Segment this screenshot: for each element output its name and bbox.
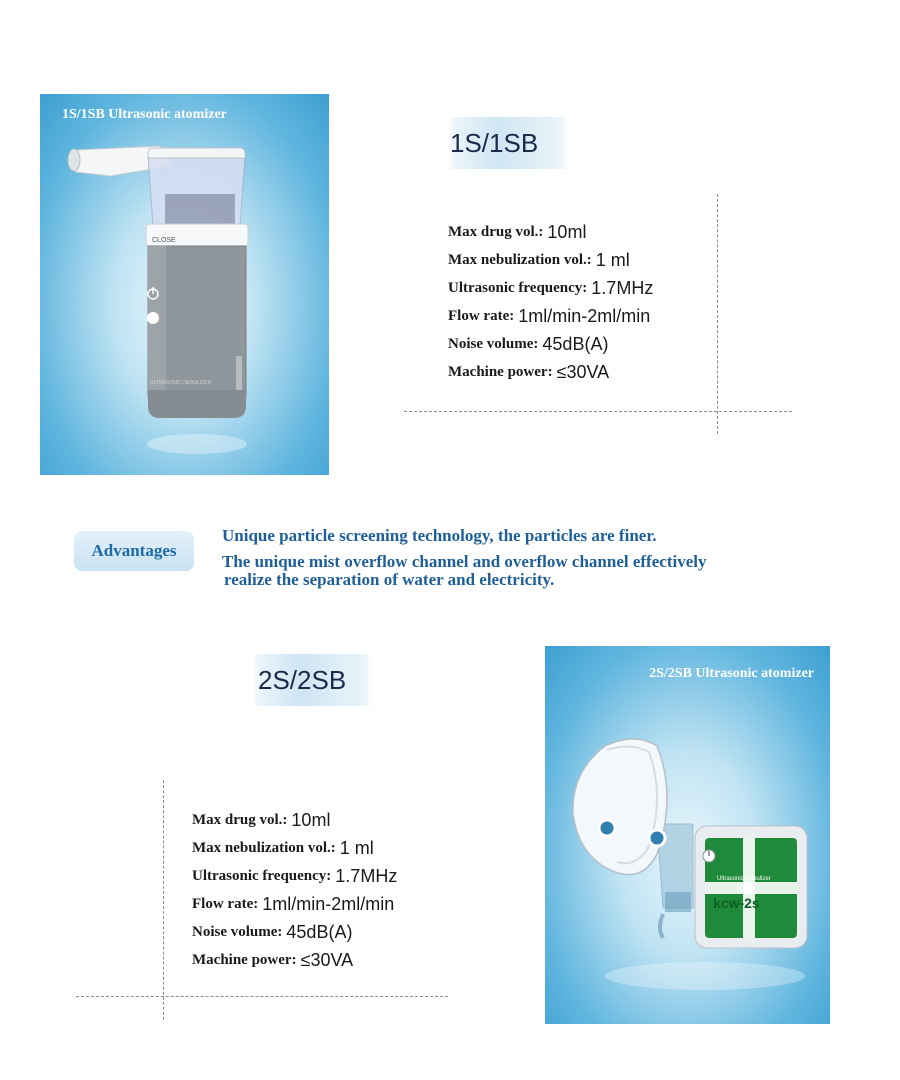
spec-row [448, 358, 653, 386]
advantage-line: The unique mist overflow channel and overflow channel effectively [222, 552, 707, 571]
spec-value: ≤30VA [556, 361, 610, 382]
spec-row [192, 862, 397, 890]
product1-image-panel [40, 94, 329, 475]
device-small-label: Ultrasonic Nebulizer [717, 876, 771, 882]
product1-model-name: 1S/1SB [450, 127, 539, 158]
product2-image-panel [545, 646, 830, 1024]
spec-value: 45dB(A) [542, 333, 609, 354]
spec-value: ≤30VA [300, 949, 354, 970]
spec-label: Max drug vol.: [448, 223, 544, 240]
spec-value: 10ml [291, 809, 331, 830]
spec-row [192, 806, 397, 834]
product2-model-heading [252, 654, 374, 706]
dashed-guide-vertical [163, 780, 164, 1020]
power-button-shape [147, 312, 159, 324]
spec-value: 1.7MHz [335, 865, 398, 886]
spec-row [192, 918, 397, 946]
spec-value: 1ml/min-2ml/min [262, 893, 395, 914]
handheld-nebulizer-illustration [40, 94, 329, 475]
spec-label: Machine power: [192, 951, 297, 968]
spec-label: Flow rate: [192, 895, 259, 912]
dashed-guide-horizontal [404, 411, 792, 412]
spec-label: Ultrasonic frequency: [192, 867, 332, 884]
spec-label: Flow rate: [448, 307, 515, 324]
device-brand-label: kcw-2s [713, 895, 760, 911]
spec-label: Noise volume: [192, 923, 283, 940]
spec-row [448, 330, 653, 358]
spec-label: Machine power: [448, 363, 553, 380]
mask-valve-right [649, 830, 665, 846]
product1-spec-list [448, 218, 653, 386]
advantage-line: realize the separation of water and electricity. [224, 570, 555, 589]
product2-panel-title: 2S/2SB Ultrasonic atomizer [649, 666, 814, 681]
spec-label: Max drug vol.: [192, 811, 288, 828]
spec-row [448, 218, 653, 246]
spec-row [448, 302, 653, 330]
product1-panel-title: 1S/1SB Ultrasonic atomizer [62, 107, 227, 122]
dashed-guide-horizontal [76, 996, 448, 997]
dashed-guide-vertical [717, 194, 718, 434]
spec-label: Max nebulization vol.: [192, 839, 336, 856]
advantages-badge: Advantages [74, 531, 194, 571]
spec-row [192, 834, 397, 862]
spec-row [192, 890, 397, 918]
mask-valve-left [599, 820, 615, 836]
spec-row [192, 946, 397, 974]
product2-spec-list [192, 806, 397, 974]
product2-model-name: 2S/2SB [258, 664, 347, 695]
spec-label: Noise volume: [448, 335, 539, 352]
advantage-line: Unique particle screening technology, the particles are finer. [222, 526, 657, 545]
product1-model-heading [448, 117, 570, 169]
spec-value: 1ml/min-2ml/min [518, 305, 651, 326]
spec-label: Max nebulization vol.: [448, 251, 592, 268]
spec-row [448, 274, 653, 302]
spec-value: 45dB(A) [286, 921, 353, 942]
spec-value: 1 ml [339, 837, 374, 858]
spec-label: Ultrasonic frequency: [448, 279, 588, 296]
spec-value: 1 ml [595, 249, 630, 270]
spec-value: 10ml [547, 221, 587, 242]
svg-text:ULTRASONIC NEBULIZER: ULTRASONIC NEBULIZER [150, 380, 212, 386]
device-close-label: CLOSE [152, 237, 176, 244]
spec-value: 1.7MHz [591, 277, 654, 298]
spec-row [448, 246, 653, 274]
mask-nebulizer-illustration [545, 646, 830, 1024]
